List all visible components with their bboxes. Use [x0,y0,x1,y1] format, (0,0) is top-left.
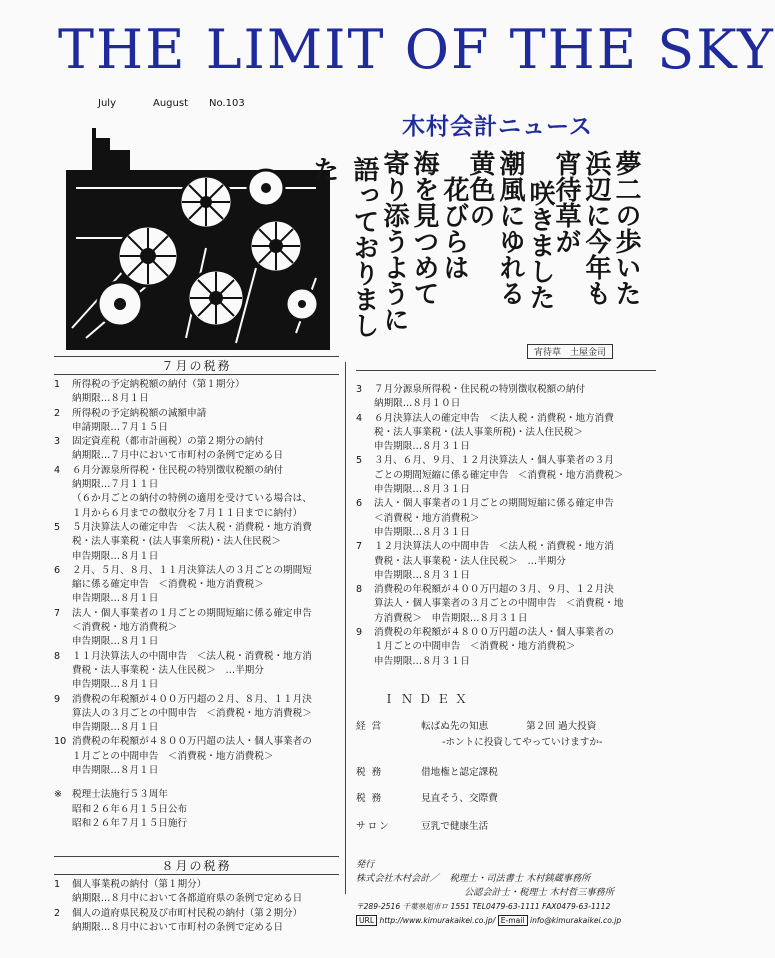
masthead-title: THE LIMIT OF THE SKY [58,18,775,81]
tax-item [356,583,656,626]
index-topic: 転ばぬ先の知恵 [421,721,489,732]
tax-item-line: １月から６月までの徴収分を７月１１日までに納付） [72,507,303,519]
tax-item-line: 納期限…８月中において市町村の条例で定める日 [72,921,284,933]
tax-item-number: 1 [54,879,61,890]
email-label: E-mail [498,915,528,926]
tax-item-line: ６月決算法人の確定申告 ＜法人税・消費税・地方消費 [374,412,614,424]
tax-item-line: 方消費税＞ 申告期限…８月３１日 [374,612,528,624]
issue-month-july: July [98,98,116,109]
index-row-management[interactable] [356,718,602,748]
tax-item [54,435,339,464]
tax-item-line: 申告期限…８月１日 [72,636,159,648]
tax-item-line: １２月決算法人の中間申告 ＜法人税・消費税・地方消 [374,541,614,553]
tax-item-line: １月ごとの中間申告 ＜消費税・地方消費税＞ [72,750,274,762]
tax-item-line: 納期限…７月中において市町村の条例で定める日 [72,450,284,462]
tax-item-line: ＜消費税・地方消費税＞ [72,622,178,634]
tax-item [356,383,656,412]
tax-item [54,407,339,436]
tax-item-number: 8 [54,650,61,662]
email-link[interactable]: info@kimurakaikei.co.jp [529,916,622,925]
tax-item [54,878,339,907]
tax-item-line: 納期限…７月１１日 [72,479,159,491]
tax-item-number: 8 [356,584,363,596]
tax-item-line: （６か月ごとの納付の特例の適用を受けている場合は、 [72,493,312,505]
tax-item-line: ５月決算法人の確定申告 ＜法人税・消費税・地方消費 [72,521,312,533]
tax-item-line: 所得税の予定納税額の減額申請 [72,407,207,419]
tax-item [54,907,339,936]
tax-item-line: １１月決算法人の中間申告 ＜法人税・消費税・地方消 [72,650,312,662]
poem-line: 浜辺に今年も [581,150,611,306]
august-tax-list [54,878,339,935]
office-name-1: 税理士・司法書士 木村銕蔵事務所 [449,873,591,884]
tax-item-number: 3 [54,436,61,448]
july-tax-title: ７月の税務 [161,359,232,373]
tax-item [356,540,656,583]
office-name-2: 公認会計士・税理士 木村哲三事務所 [464,887,614,898]
tax-item-line: 申告期限…８月３１日 [374,655,470,667]
website-link[interactable]: http://www.kimurakaikei.co.jp/ [379,916,496,925]
woodcut-flower-illustration [66,128,330,350]
index-subtitle: -ホントに投資してやっていけますか- [442,737,603,748]
tax-item-line: 申告期限…８月１日 [72,765,159,777]
tax-item-line: 個人事業税の納付（第１期分） [72,879,207,890]
tax-item-line: 消費税の年税額が４００万円超の３月、９月、１２月決 [374,584,614,596]
publisher-info [356,858,621,928]
newsletter-name: 木村会計ニュース [402,114,593,140]
august-tax-section [54,856,339,935]
index-label: 税務 [356,793,388,804]
anniversary-note [54,788,339,831]
index-topic: 豆乳で健康生活 [421,821,489,832]
note-line: 昭和２６年７月１５日施行 [72,817,188,829]
tax-item [54,564,339,607]
tax-item [356,626,656,669]
poem-line: 海を見つめて [409,150,439,306]
tax-item-number: 5 [356,455,363,467]
tax-item-line: ７月分源泉所得税・住民税の特別徴収税額の納付 [374,384,586,395]
tax-item-line: 申告期限…８月１日 [72,722,159,734]
tax-item-line: 費税・法人事業税・法人住民税＞ …半期分 [374,555,566,567]
poem-line: 咲きました [525,180,555,310]
tax-item-line: 所得税の予定納税額の納付（第１期分） [72,379,245,390]
poem-caption: 宵待草 土屋金司 [527,344,613,359]
july-tax-list [54,378,339,778]
tax-item-line: 費税・法人事業税・法人住民税＞ …半期分 [72,664,264,676]
august-tax-title: ８月の税務 [161,859,232,873]
tax-item-line: ごとの期間短縮に係る確定申告 ＜消費税・地方消費税＞ [374,469,624,481]
tax-item-line: 縮に係る確定申告 ＜消費税・地方消費税＞ [72,579,264,591]
tax-item-line: 納期限…８月１０日 [374,398,461,410]
tax-item [356,497,656,540]
index-topic: 借地権と認定課税 [421,767,498,778]
poem-line: 宵待草が [551,150,581,254]
tax-item-line: ３月、６月、９月、１２月決算法人・個人事業者の３月 [374,455,614,467]
tax-item-line: 申告期限…８月１日 [72,593,159,605]
tax-item-line: ２月、５月、８月、１１月決算法人の３月ごとの期間短 [72,564,312,576]
tax-item-number: 7 [54,607,61,619]
tax-item-line: 法人・個人事業者の１月ごとの期間短縮に係る確定申告 [72,607,312,619]
issue-number: No.103 [209,98,245,109]
tax-item-line: 納期限…８月１日 [72,393,149,405]
index-label: 税務 [356,767,388,778]
july-tax-continued [356,370,656,669]
index-title: ＩＮＤＥＸ [383,692,474,706]
tax-item-line: 申請期限…７月１５日 [72,421,168,433]
tax-item-number: 9 [356,627,363,639]
tax-item-line: 申告期限…８月３１日 [374,441,470,453]
tax-item-line: 申告期限…８月１日 [72,550,159,562]
tax-item-number: 2 [54,407,61,419]
tax-item-line: 申告期限…８月３１日 [374,526,470,538]
tax-item-line: ６月分源泉所得税・住民税の特別徴収税額の納付 [72,464,284,476]
note-line: 昭和２６年６月１５日公布 [72,803,188,815]
tax-item-number: 6 [54,564,61,576]
url-label: URL [356,915,377,926]
note-mark: ※ [54,789,63,801]
tax-item-line: 個人の道府県民税及び市町村民税の納付（第２期分） [72,907,303,919]
tax-item [54,464,339,521]
july-tax-list-continued [356,383,656,669]
tax-item [54,735,339,778]
tax-item [54,650,339,693]
tax-item-number: 9 [54,693,61,705]
column-divider [345,362,346,894]
address-line: 〒289-2516 千葉県旭市ロ 1551 TEL0479-63-1111 FAX0479-63-1112 [356,902,611,911]
tax-item [356,454,656,497]
tax-item-number: 3 [356,384,363,395]
tax-item-line: 申告期限…８月１日 [72,679,159,691]
tax-item [54,521,339,564]
tax-item-number: 4 [356,412,363,424]
tax-item-line: ＜消費税・地方消費税＞ [374,512,480,524]
index-label: サロン [356,821,391,832]
index-row-tax-2[interactable] [356,790,498,804]
poem-line: 語っておりました [309,156,379,338]
tax-item-line: 消費税の年税額が４８００万円超の法人・個人事業者の [374,627,614,639]
poem-line: 寄り添うように [379,150,409,332]
tax-item-number: 5 [54,521,61,533]
tax-item-line: 固定資産税（都市計画税）の第２期分の納付 [72,436,264,448]
tax-item-number: 2 [54,907,61,919]
july-tax-section [54,356,339,831]
company-name: 株式会社木村会計／ [356,873,439,884]
tax-item-line: １月ごとの中間申告 ＜消費税・地方消費税＞ [374,641,576,653]
tax-item-line: 納期限…８月中において各都道府県の条例で定める日 [72,893,303,905]
tax-item-number: 7 [356,541,363,553]
tax-item [54,693,339,736]
tax-item-line: 算法人の３月ごとの中間申告 ＜消費税・地方消費税＞ [72,707,312,719]
publisher-heading: 発行 [356,859,375,870]
index-row-tax-1[interactable] [356,764,498,778]
tax-item [356,412,656,455]
tax-item [54,378,339,407]
issue-month-august: August [153,98,188,109]
tax-item-line: 税・法人事業税・(法人事業所税)・法人住民税＞ [72,536,281,548]
tax-item-number: 6 [356,498,363,510]
poem-line: 花びらは [439,176,469,280]
index-row-salon[interactable] [356,818,488,832]
tax-item-line: 算法人・個人事業者の３月ごとの中間申告 ＜消費税・地 [374,598,624,610]
poem-line: 黄色の [465,150,495,228]
poem-line: 潮風にゆれる [495,150,525,306]
tax-item-line: 法人・個人事業者の１月ごとの期間短縮に係る確定申告 [374,498,614,510]
index-topic: 見直そう、交際費 [421,793,498,804]
note-line: 税理士法施行５３周年 [72,789,168,801]
tax-item-number: 1 [54,379,61,390]
tax-item-line: 消費税の年税額が４８００万円超の法人・個人事業者の [72,736,312,748]
index-subtopic: 第２回 過大投資 [526,721,597,732]
tax-item-line: 消費税の年税額が４００万円超の２月、８月、１１月決 [72,693,312,705]
tax-item [54,607,339,650]
poem [309,150,646,340]
tax-item-line: 申告期限…８月３１日 [374,569,470,581]
tax-item-number: 10 [54,736,67,748]
index-label: 経営 [356,721,388,732]
poem-line: 夢二の歩いた [611,150,641,306]
tax-item-number: 4 [54,464,61,476]
tax-item-line: 税・法人事業税・(法人事業所税)・法人住民税＞ [374,426,583,438]
tax-item-line: 申告期限…８月３１日 [374,484,470,496]
